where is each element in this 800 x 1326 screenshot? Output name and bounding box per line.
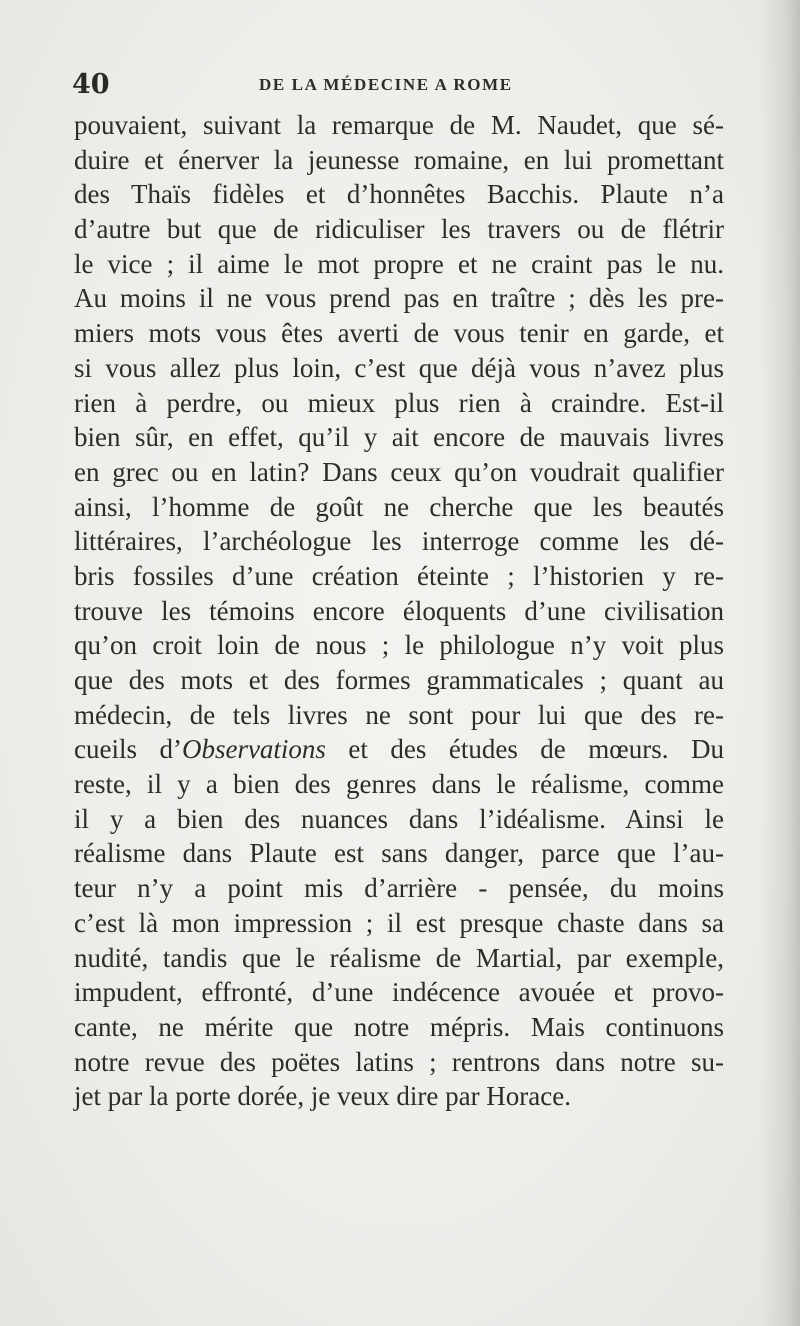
page-number: 40 [72,69,110,100]
text-line: bien sûr, en effet, qu’il y ait encore de mauvais livres [74,422,724,453]
line-prefix: cueils d’ [74,734,182,765]
text-line: nudité, tandis que le réalisme de Martial, par exemple, [74,942,724,973]
running-head: DE LA MÉDECINE A ROME [259,75,513,94]
text-line: réalisme dans Plaute est sans danger, parce que l’au- [74,838,724,869]
text-line: littéraires, l’archéologue les interroge comme les dé- [74,526,724,557]
text-line: ainsi, l’homme de goût ne cherche que les beautés [74,491,724,522]
text-line: notre revue des poëtes latins ; rentrons dans notre su- [74,1046,724,1077]
page-header [72,70,724,100]
text-line: le vice ; il aime le mot propre et ne craint pas le nu. [74,248,724,279]
text-line-with-italic [74,732,724,767]
text-line: c’est là mon impression ; il est presque chaste dans sa [74,907,724,938]
italic-observations: Observations [181,734,326,765]
body-text [74,108,724,1114]
text-line: médecin, de tels livres ne sont pour lui que des re- [74,699,724,730]
spine-shadow [760,0,800,1326]
text-line: Au moins il ne vous prend pas en traître ; dès les pre- [74,283,724,314]
text-line: impudent, effronté, d’une indécence avouée et provo- [74,977,724,1008]
text-line: d’autre but que de ridiculiser les travers ou de flétrir [74,214,724,245]
text-line: cante, ne mérite que notre mépris. Mais continuons [74,1011,724,1042]
text-line-last: jet par la porte dorée, je veux dire par Horace. [74,1081,571,1112]
text-line: pouvaient, suivant la remarque de M. Naudet, que sé- [74,110,724,140]
text-line: si vous allez plus loin, c’est que déjà vous n’avez plus [74,352,724,383]
text-line: en grec ou en latin? Dans ceux qu’on voudrait qualifier [74,456,724,487]
text-line: trouve les témoins encore éloquents d’une civilisation [74,595,724,626]
text-line: des Thaïs fidèles et d’honnêtes Bacchis. Plaute n’a [74,179,724,210]
text-line: reste, il y a bien des genres dans le réalisme, comme [74,769,724,800]
text-line: duire et énerver la jeunesse romaine, en lui promettant [74,144,724,175]
text-line: bris fossiles d’une création éteinte ; l’historien y re- [74,560,724,591]
text-line: il y a bien des nuances dans l’idéalisme. Ainsi le [74,803,724,834]
text-line: teur n’y a point mis d’arrière - pensée, du moins [74,873,724,904]
text-line: rien à perdre, ou mieux plus rien à craindre. Est-il [74,387,724,418]
text-line: miers mots vous êtes averti de vous tenir en garde, et [74,318,724,349]
text-line: que des mots et des formes grammaticales ; quant au [74,665,724,695]
line-suffix: et des études de mœurs. Du [325,734,724,765]
text-line: qu’on croit loin de nous ; le philologue n’y voit plus [74,630,724,661]
